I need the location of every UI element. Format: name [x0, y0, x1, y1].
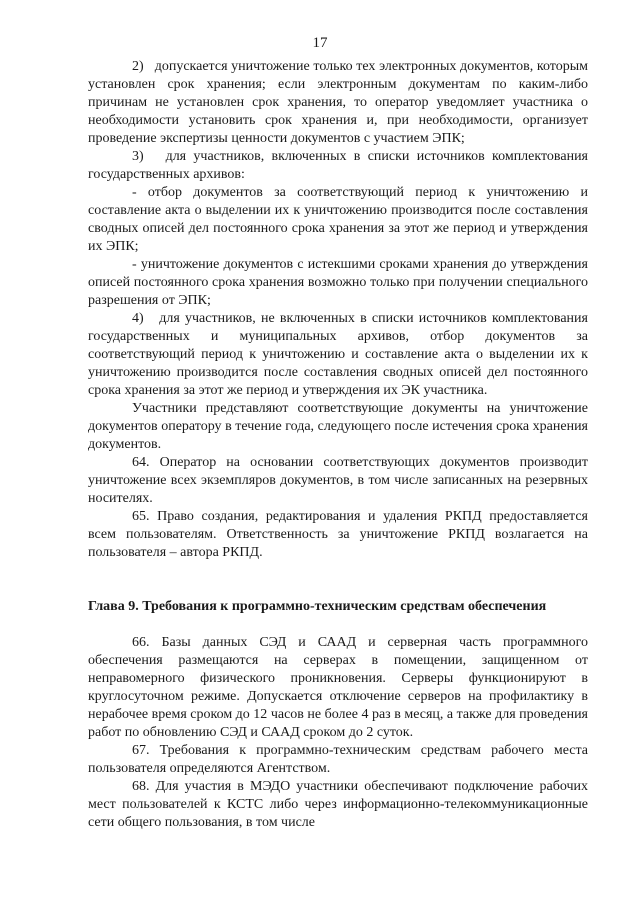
paragraph-item-2: 2) допускается уничтожение только тех электронных документов, которым установлен срок хранения; если электронным документам по каким-либо причинам не установлен срок хранения, то оператор уведомляет участника о необходимости установить срок хранения и, при необходимости, организует проведение экспертизы ценности документов с участием ЭПК;	[88, 59, 588, 146]
paragraph-dash-destruction: - уничтожение документов с истекшими сроками хранения до утверждения описей постоянного срока хранения возможно только при получении специального разрешения от ЭПК;	[88, 257, 588, 308]
paragraph-67: 67. Требования к программно-техническим средствам рабочего места пользователя определяются Агентством.	[88, 743, 588, 776]
document-body	[88, 58, 588, 832]
paragraph-participants: Участники представляют соответствующие документы на уничтожение документов оператору в течение года, следующего после истечения срока хранения документов.	[88, 401, 588, 452]
paragraph-65: 65. Право создания, редактирования и удаления РКПД предоставляется всем пользователям. Ответственность за уничтожение РКПД возлагается на пользователя – автора РКПД.	[88, 509, 588, 560]
paragraph-dash-selection: - отбор документов за соответствующий период к уничтожению и составление акта о выделении их к уничтожению производится после составления сводных описей дел постоянного срока хранения за этот же период и утверждения их ЭПК;	[88, 185, 588, 254]
paragraph-66: 66. Базы данных СЭД и СААД и серверная часть программного обеспечения размещаются на серверах в помещении, защищенном от неправомерного физического проникновения. Серверы функционируют в круглосуточном режиме. Допускается отключение серверов на профилактику в нерабочее время сроком до 12 часов не более 4 раз в месяц, а также для проведения работ по обновлению СЭД и СААД сроком до 2 суток.	[88, 635, 588, 740]
page-number: 17	[312, 35, 328, 51]
chapter-heading: Глава 9. Требования к программно-техническим средствам обеспечения	[88, 599, 547, 614]
paragraph-item-4: 4) для участников, не включенных в списки источников комплектования государственных и муниципальных архивов, отбор документов за соответствующий период к уничтожению и составление акта о выделении их к уничтожению производится после составления сводных описей дел постоянного срока хранения за этот же период и утверждения их ЭК участника.	[88, 311, 588, 398]
paragraph-68: 68. Для участия в МЭДО участники обеспечивают подключение рабочих мест пользователей к КСТС либо через информационно-телекоммуникационные сети общего пользования, в том числе	[88, 779, 588, 830]
paragraph-64: 64. Оператор на основании соответствующих документов производит уничтожение всех экземпляров документов, в том числе записанных на резервных носителях.	[88, 455, 588, 506]
paragraph-item-3: 3) для участников, включенных в списки источников комплектования государственных архивов:	[88, 149, 588, 182]
